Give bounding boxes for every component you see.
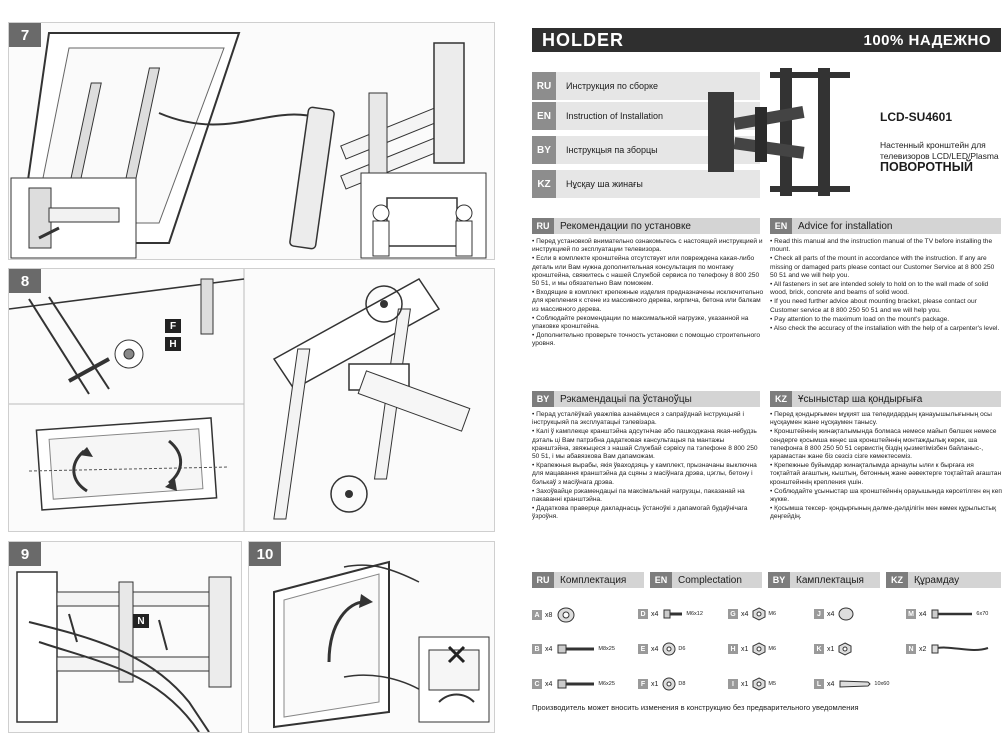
- advice-item: • Калі ў камплекце кранштэйна адсутнічае або пашкоджана якая-небудзь дэталь ці Вам патрэбна дадатковая кансультацыя па мантажы кранштэйна, звяжыцеся з нашай Службай сэрвісу па тэлефоне 8 800 250 50 51, і мы абавязкова Вам дапаможам.: [532, 428, 758, 461]
- section-en-body: [770, 238, 1002, 334]
- lang-code: BY: [532, 136, 556, 164]
- steps-page: [0, 0, 500, 736]
- advice-item: • Кронштейннің жинақталымында болмаса немесе майып бөлшек немесе сендерге қосымша кеңес ша кронштейннің монтаждылық керек, ша телефонға 8 800 250 50 51 сервистің біздің қызметімізбен байланыс-, қарамастан жане біз сөзсіз сізге көмектесеміз.: [770, 428, 997, 461]
- nut-icon: [838, 642, 852, 656]
- section-ru-header: [532, 218, 760, 234]
- kit-item-g: G x4 M6: [728, 607, 776, 621]
- footer-note: Производитель может вносить изменения в конструкцию без предварительного уведомления: [532, 703, 859, 712]
- section-code: EN: [650, 572, 672, 588]
- kit-item-h: H x1 M6: [728, 642, 776, 656]
- cable-tie-icon: [930, 642, 990, 656]
- section-ru-body: [532, 238, 764, 350]
- advice-item: • Перед қондырғымен мұқият ша теледидардың қанауышылығының осы нұсқаумен жане нұсқаумен танысу.: [770, 411, 992, 427]
- section-title: Ұсыныстар ша қондырғыға: [798, 393, 923, 405]
- step-9-illustration: [9, 542, 241, 732]
- advice-item: • Pay attention to the maximum load on the mount's package.: [770, 315, 950, 323]
- advice-item: • Read this manual and the instruction manual of the TV before installing the mount.: [770, 238, 993, 254]
- washer-icon: [662, 677, 676, 691]
- section-code: RU: [532, 572, 554, 588]
- product-image: [700, 62, 870, 202]
- advice-item: • Крепежные буйымдар жинақталымда арнаулы ылғи к бырғаға ия тоқтайтай ағаштың, кыштың, бетонның жане әәвектерге тоқтайтай ағаштан кронштейннің крепления үшін.: [770, 462, 1002, 486]
- kit-header-kz: [886, 572, 1001, 588]
- section-title: Камплектацыя: [796, 574, 864, 586]
- section-code: BY: [768, 572, 790, 588]
- advice-item: • Захоўвайце рэкамендацыі па максімальнай нагрузцы, паказанай на пакаванні кранштэйна.: [532, 487, 745, 504]
- nut-icon: [752, 607, 766, 621]
- advice-item: • Дополнительно проверьте точность установки с помощью строительного уровня.: [532, 332, 761, 348]
- section-title: Complectation: [678, 574, 742, 586]
- advice-item: • Соблюдайте ұсыныстар ша кронштейннің орауышында көрсетілген ең кеп жүкке.: [770, 487, 1002, 504]
- lang-code: EN: [532, 102, 556, 130]
- step-number: 9: [9, 542, 41, 566]
- advice-item: • Крапежныя вырабы, якія ўваходзяць у камплект, прызначаны выключна для мацавання кранштэйна да сцяны з масіўнага дрэва, цэглы, бетону і бэлькаў з масіўнага дрэва.: [532, 462, 757, 486]
- nut-icon: [752, 642, 766, 656]
- nut-icon: [752, 677, 766, 691]
- advice-item: • Если в комплекте кронштейна отсутствует или повреждена какая-либо деталь или Вам нужна дополнительная консультация по монтажу кронштейна, свяжитесь с нашей Службой сервиса по телефону 8 800 250 50 51, и мы обязательно Вам поможем.: [532, 255, 760, 288]
- step-number: 7: [9, 23, 41, 47]
- kit-header-ru: [532, 572, 644, 588]
- advice-item: • Перед установкой внимательно ознакомьтесь с настоящей инструкцией и инструкцией по эксплуатации телевизора.: [532, 238, 763, 254]
- kit-item-a: A x8: [532, 607, 576, 623]
- advice-item: • Соблюдайте рекомендации по максимальной нагрузке, указанной на упаковке кронштейна.: [532, 314, 749, 331]
- section-code: EN: [770, 218, 792, 234]
- advice-item: • Перад усталёўкай уважліва азнаёмцеся з сапраўднай інструкцыяй і інструкцыяй па эксплуатацыі тэлевізара.: [532, 411, 744, 427]
- step-9-panel: [8, 541, 242, 733]
- callout-h: H: [165, 337, 181, 351]
- lang-label: Нұсқау ша жинағы: [556, 170, 760, 199]
- step-7-panel: [8, 22, 495, 260]
- cap-icon: [838, 607, 854, 621]
- step-7-illustration: [9, 23, 494, 259]
- section-code: RU: [532, 218, 554, 234]
- advice-item: • Дадаткова праверце дакладнасць ўстаноўкі з дапамогай будаўнічага ўзроўня.: [532, 505, 748, 521]
- brand-slogan: 100% НАДЕЖНО: [863, 31, 991, 49]
- section-title: Advice for installation: [798, 220, 893, 232]
- spacer-icon: [556, 607, 576, 623]
- info-page: [514, 0, 1008, 736]
- lang-code: KZ: [532, 170, 556, 198]
- brand-logo: HOLDER: [542, 29, 624, 50]
- kit-item-j: J x4: [814, 607, 854, 621]
- kit-item-n: N x2: [906, 642, 990, 656]
- section-title: Рэкамендацыі па ўстаноўцы: [560, 393, 692, 405]
- product-model: LCD-SU4601: [880, 110, 953, 124]
- step-number: 10: [249, 542, 281, 566]
- section-title: Комплектация: [560, 574, 627, 586]
- lang-label: Instruction of Installation: [556, 102, 760, 131]
- advice-item: • All fasteners in set are intended solely to hold on to the wall made of solid wood, brick, concrete and beams of solid wood.: [770, 281, 989, 297]
- step-number: 8: [9, 269, 41, 293]
- section-title: Құрамдау: [914, 574, 960, 586]
- kit-item-f: F x1 D8: [638, 677, 685, 691]
- kit-item-k: K x1: [814, 642, 852, 656]
- lang-label: Інструкцыя па зборцы: [556, 136, 760, 165]
- kit-item-e: E x4 D6: [638, 642, 685, 656]
- screw-icon: [930, 607, 974, 621]
- lang-code: RU: [532, 72, 556, 100]
- step-10-illustration: [249, 542, 494, 732]
- lang-label: Инструкция по сборке: [556, 72, 760, 101]
- product-type: ПОВОРОТНЫЙ: [880, 160, 973, 174]
- callout-f: F: [165, 319, 181, 333]
- section-code: KZ: [770, 391, 792, 407]
- kit-item-i: I x1 M5: [728, 677, 776, 691]
- step-8-panel: [8, 268, 495, 532]
- section-by-body: [532, 411, 764, 523]
- washer-icon: [662, 642, 676, 656]
- section-kz-body: [770, 411, 1002, 523]
- advice-item: • If you need further advice about mounting bracket, please contact our Customer service at 8 800 250 50 51 and we will help you.: [770, 298, 977, 314]
- section-en-header: [770, 218, 1001, 234]
- wall-anchor-icon: [838, 677, 872, 691]
- bolt-icon: [556, 677, 596, 691]
- kit-item-c: C x4 M6x25: [532, 677, 615, 691]
- advice-item: • Also check the accuracy of the installation with the help of a carpenter's level.: [770, 325, 1000, 333]
- advice-item: • Қосымша тексер- қондырғының дәлме-дәлділігін мен көмек құрылыстық деңгейдің.: [770, 505, 997, 521]
- kit-header-by: [768, 572, 880, 588]
- section-title: Рекомендации по установке: [560, 220, 691, 232]
- brand-bar: [532, 28, 1001, 52]
- section-by-header: [532, 391, 760, 407]
- product-description: Настенный кронштейн для телевизоров LCD/LED/Plasma: [880, 140, 999, 161]
- section-code: KZ: [886, 572, 908, 588]
- advice-item: • Входящие в комплект крепежные изделия предназначены исключительно для крепления к стене из массивного дерева, кирпича, бетона или балкам из массивного дерева.: [532, 289, 764, 313]
- kit-item-l: L x4 10x60: [814, 677, 889, 691]
- kit-item-b: B x4 M8x25: [532, 642, 615, 656]
- callout-n: N: [133, 614, 149, 628]
- section-kz-header: [770, 391, 1001, 407]
- kit-item-d: D x4 M6x12: [638, 607, 703, 621]
- kit-item-m: M x4 6x70: [906, 607, 988, 621]
- kit-header-en: [650, 572, 762, 588]
- step-8-illustration: [9, 269, 494, 531]
- section-code: BY: [532, 391, 554, 407]
- bolt-icon: [556, 642, 596, 656]
- step-10-panel: [248, 541, 495, 733]
- bolt-icon: [662, 607, 684, 621]
- advice-item: • Check all parts of the mount in accordance with the instruction. If any are missing or damaged parts please contact our Customer Service at 8 800 250 50 51 and we will help you.: [770, 255, 995, 279]
